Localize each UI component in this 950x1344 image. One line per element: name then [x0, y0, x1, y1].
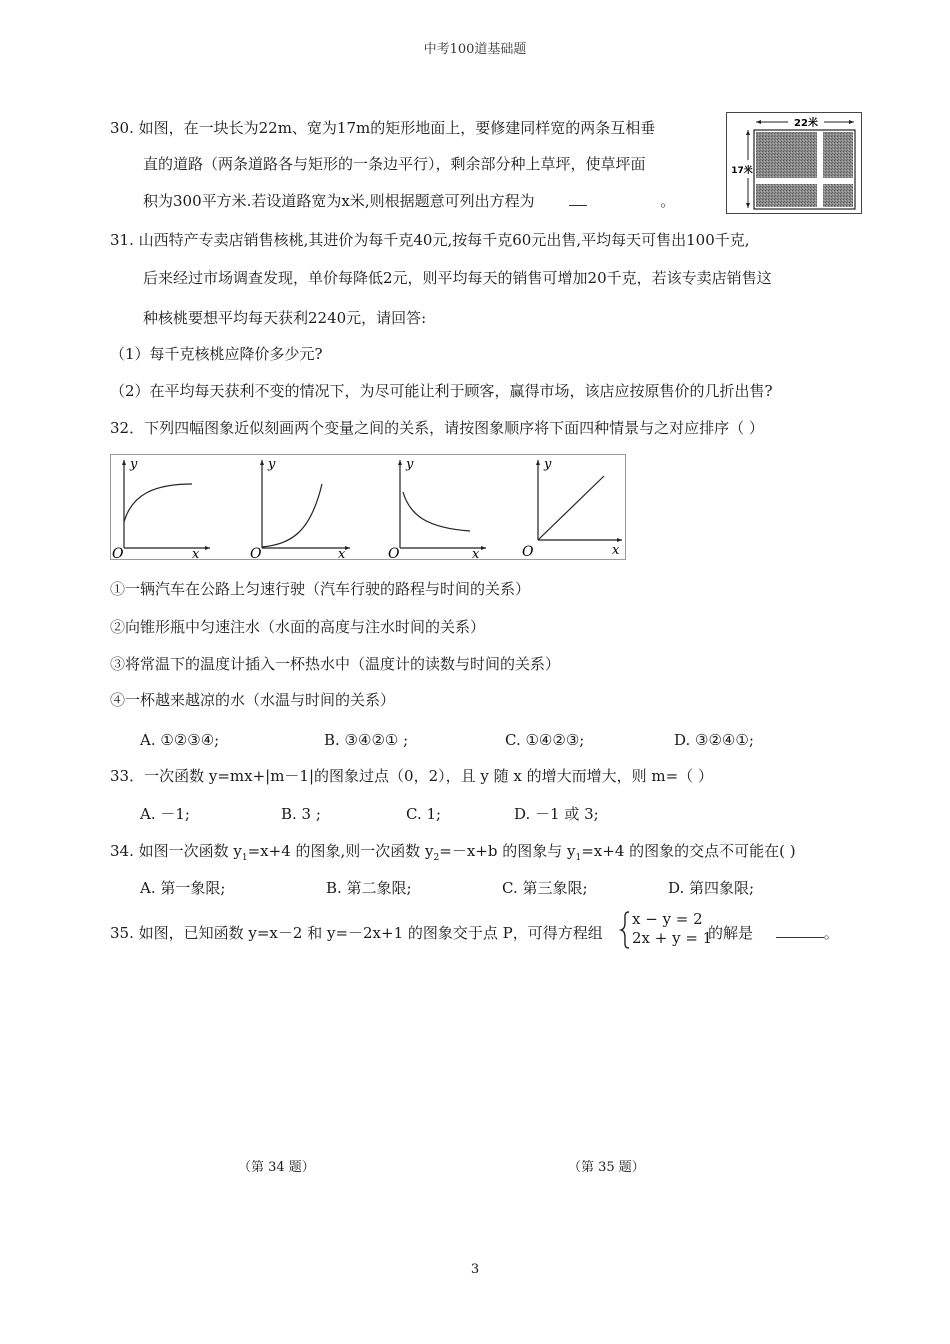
- q33-line1: 33．一次函数 y=mx+|m－1|的图象过点（0，2），且 y 随 x 的增大而增大，则 m=（ ）: [110, 767, 713, 785]
- q32-line1: 32．下列四幅图象近似刻画两个变量之间的关系，请按图象顺序将下面四种情景与之对应排序（ ）: [110, 419, 764, 437]
- q33-option-a: A. －1;: [140, 805, 190, 823]
- q32-option-c: C. ①④②③;: [505, 731, 585, 749]
- q34-option-b: B. 第二象限;: [326, 879, 412, 897]
- q30-line3-end: 。: [660, 192, 676, 210]
- q30-line3-container: [143, 191, 675, 211]
- q35-end: 。: [823, 924, 839, 942]
- q35-after-container: [708, 923, 839, 943]
- q34-option-c: C. 第三象限;: [502, 879, 588, 897]
- q30-line3: 积为300平方米.若设道路宽为x米,则根据题意可列出方程为: [143, 192, 535, 210]
- q30-lawn-bottom-left: [756, 184, 817, 207]
- q35-equation-1: x − y = 2: [632, 910, 703, 928]
- q34-sub-2: 2: [433, 853, 440, 863]
- q31-line3: 种核桃要想平均每天获利2240元，请回答:: [143, 309, 427, 327]
- q32-graph-1-y-label: y: [130, 457, 138, 472]
- q31-part1: （1）每千克核桃应降价多少元?: [110, 345, 323, 363]
- q35-equation-2: 2x + y = 1: [632, 929, 713, 947]
- q32-graph-3-origin: O: [388, 546, 400, 560]
- q32-option-b: B. ③④②① ;: [324, 731, 409, 749]
- q30-field-figure: [726, 112, 862, 214]
- q34-option-a: A. 第一象限;: [140, 879, 226, 897]
- q30-lawn-bottom-right: [823, 184, 853, 207]
- q34-text-4: =x+4 的图象的交点不可能在( ): [581, 842, 796, 860]
- q35-answer-blank: [776, 923, 824, 938]
- q30-answer-blank: [569, 191, 587, 206]
- q31-line1: 31. 山西特产专卖店销售核桃,其进价为每千克40元,按每千克60元出售,平均每天可售出100千克,: [110, 231, 750, 249]
- q34-sub-3: 1: [575, 853, 582, 863]
- q32-option-d: D. ③②④①;: [674, 731, 754, 749]
- q31-line2: 后来经过市场调查发现，单价每降低2元，则平均每天的销售可增加20千克，若该专卖店销售这: [143, 269, 772, 287]
- q34-sub-1: 1: [241, 853, 248, 863]
- q34-line1: [110, 841, 796, 868]
- q32-graph-3-x-label: x: [472, 547, 480, 560]
- q30-lawn-top-right: [823, 132, 853, 178]
- page-number: 3: [470, 1262, 480, 1277]
- q32-graph-2-y-label: y: [268, 457, 276, 472]
- q34-text-3: =－x+b 的图象与 y: [439, 842, 576, 860]
- q35-after: 的解是: [708, 924, 754, 942]
- q32-graph-4-origin: O: [522, 544, 534, 560]
- q32-scenario-1: ①一辆汽车在公路上匀速行驶（汽车行驶的路程与时间的关系）: [110, 580, 531, 598]
- q32-scenario-2: ②向锥形瓶中匀速注水（水面的高度与注水时间的关系）: [110, 618, 486, 636]
- q32-graph-2-origin: O: [250, 546, 262, 560]
- q33-option-d: D. －1 或 3;: [514, 805, 599, 823]
- page-header: 中考100道基础题: [423, 42, 527, 57]
- q30-line1: 30. 如图，在一块长为22m、宽为17m的矩形地面上，要修建同样宽的两条互相垂: [110, 119, 656, 137]
- q33-option-b: B. 3 ;: [281, 805, 321, 823]
- q34-text-1: 34. 如图一次函数 y: [110, 842, 242, 860]
- q32-graph-4-y-label: y: [544, 457, 552, 472]
- q33-option-c: C. 1;: [406, 805, 442, 823]
- caption-q35: （第 35 题）: [568, 1160, 645, 1175]
- q32-scenario-3: ③将常温下的温度计插入一杯热水中（温度计的读数与时间的关系）: [110, 655, 561, 673]
- q35-equation-system: [632, 910, 712, 948]
- q30-width-label: 22米: [794, 118, 818, 129]
- q32-graph-1-x-label: x: [192, 547, 200, 560]
- caption-q34: （第 34 题）: [238, 1160, 315, 1175]
- q32-graph-2-x-label: x: [338, 547, 346, 560]
- q34-option-d: D. 第四象限;: [668, 879, 755, 897]
- q35-brace: [619, 910, 631, 950]
- q30-lawn-top-left: [756, 132, 817, 178]
- q32-graphs-figure: [110, 454, 626, 560]
- q31-part2: （2）在平均每天获利不变的情况下，为尽可能让利于顾客，赢得市场，该店应按原售价的几折出售?: [110, 382, 773, 400]
- q32-option-a: A. ①②③④;: [140, 731, 220, 749]
- q34-text-2: =x+4 的图象,则一次函数 y: [247, 842, 434, 860]
- q35-text: 35. 如图，已知函数 y=x－2 和 y=－2x+1 的图象交于点 P，可得方程组: [110, 924, 603, 942]
- q32-graph-3-y-label: y: [406, 457, 414, 472]
- q30-line2: 直的道路（两条道路各与矩形的一条边平行），剩余部分种上草坪，使草坪面: [143, 155, 646, 173]
- q30-height-label: 17米: [731, 166, 753, 176]
- q32-scenario-4: ④一杯越来越凉的水（水温与时间的关系）: [110, 691, 396, 709]
- q32-graph-1-origin: O: [112, 546, 124, 560]
- q32-graph-4-x-label: x: [612, 543, 620, 558]
